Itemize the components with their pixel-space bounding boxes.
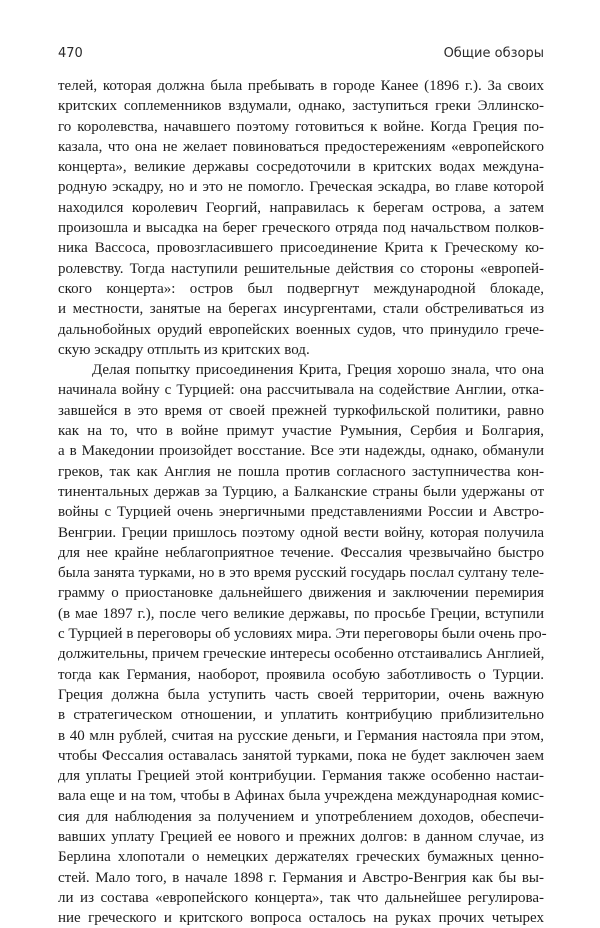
- text-line: сия для наблюдения за получением и употреблением доходов, обеспечи-: [58, 808, 544, 825]
- text-line: Венгрии. Греции пришлось поэтому одной вести войну, которая получила: [58, 524, 544, 541]
- text-line: Делая попытку присоединения Крита, Греция хорошо знала, что она: [92, 362, 544, 379]
- text-line: с Турцией в переговоры об условиях мира. Эти переговоры были очень про-: [58, 626, 547, 643]
- text-line: критских соплеменников вздумали, однако, заступиться греки Эллинско-: [58, 98, 544, 115]
- paragraph: [58, 360, 547, 928]
- text-line: в 40 млн рублей, считая на русские деньги, и Германия настояла при этом,: [58, 727, 544, 744]
- text-line: находился королевич Георгий, направилась к берегам острова, а затем: [58, 199, 544, 216]
- text-line: и местности, занятые на берегах инсургентами, стали обстреливаться из: [58, 301, 544, 318]
- text-line: тинентальных держав за Турцию, а Балканские страны были удержаны от: [58, 483, 544, 500]
- text-line: была занята турками, но в это время русский государь послал султану теле-: [58, 565, 544, 582]
- text-line: греков, так как Англия не пошла против согласного заступничества кон-: [58, 463, 544, 480]
- body-text: [58, 76, 547, 928]
- text-line: чтобы Фессалия оставалась занятой турками, пока не будет заключен заем: [58, 747, 544, 764]
- text-line: вавших уплату Грецией ее нового и прежних долгов: в данном случае, из: [58, 828, 544, 845]
- text-line: го королевства, начавшего поэтому готовиться к войне. Когда Греция по-: [58, 118, 544, 135]
- text-line: ние греческого и критского вопроса осталось на руках прочих четырех: [58, 910, 544, 927]
- text-line: дальнобойных орудий европейских военных судов, что принудило грече-: [58, 321, 544, 338]
- text-line: ли из состава «европейского концерта», так что дальнейшее регулирова-: [58, 889, 544, 906]
- text-line: для нее крайне неблагоприятное течение. Фессалия чрезвычайно быстро: [58, 544, 544, 561]
- page-header: [58, 46, 544, 68]
- paragraph: [58, 76, 544, 360]
- text-line: завшейся в это время от своей прежней туркофильской политики, равно: [58, 402, 544, 419]
- text-line: начинала войну с Турцией: она рассчитывала на содействие Англии, отка-: [58, 382, 544, 399]
- text-line: скую эскадру отплыть из критских вод.: [58, 341, 310, 358]
- text-line: казала, что она не желает повиноваться предостережениям «европейского: [58, 138, 544, 155]
- page-number: 470: [58, 46, 83, 61]
- text-line: должительны, причем греческие интересы особенно отстаивались Англией,: [58, 646, 545, 663]
- text-line: произошла и высадка на берег греческого отряда под начальством полков-: [58, 220, 544, 237]
- text-line: тогда как Германия, наоборот, проявила особую заботливость о Турции.: [58, 666, 544, 683]
- text-line: ролевству. Тогда наступили решительные действия со стороны «европей-: [58, 260, 544, 277]
- text-line: для уплаты Грецией этой контрибуции. Германия также особенно настаи-: [58, 768, 544, 785]
- text-line: стей. Мало того, в начале 1898 г. Германия и Австро-Венгрия как бы вы-: [58, 869, 544, 886]
- text-line: а в Македонии произойдет восстание. Все эти надежды, однако, обманули: [58, 443, 544, 460]
- text-line: родную эскадру, но и это не помогло. Греческая эскадра, во главе которой: [58, 179, 544, 196]
- text-line: Берлина хлопотали о немецких держателях греческих бумажных ценно-: [58, 849, 544, 866]
- text-line: как на то, что в войне примут участие Румыния, Сербия и Болгария,: [58, 423, 544, 440]
- text-line: войны с Турцией очень энергичными представлениями России и Австро-: [58, 504, 544, 521]
- text-line: ника Вассоса, провозгласившего присоединение Крита к Греческому ко-: [58, 240, 544, 257]
- text-line: (в мае 1897 г.), после чего великие державы, по просьбе Греции, вступили: [58, 605, 544, 622]
- text-line: в стратегическом отношении, и уплатить контрибуцию приблизительно: [58, 707, 544, 724]
- running-title: Общие обзоры: [443, 46, 544, 61]
- text-line: вала еще и на том, чтобы в Афинах была учреждена международная комис-: [58, 788, 544, 805]
- text-line: Греция должна была уступить часть своей территории, очень важную: [58, 686, 544, 703]
- text-line: грамму о приостановке дальнейшего движения и заключении перемирия: [58, 585, 544, 602]
- text-line: концерта», великие державы сосредоточили в критских водах междуна-: [58, 159, 544, 176]
- text-line: ского концерта»: остров был подвергнут международной блокаде,: [58, 280, 544, 297]
- text-line: телей, которая должна была пребывать в городе Канее (1896 г.). За своих: [58, 78, 544, 94]
